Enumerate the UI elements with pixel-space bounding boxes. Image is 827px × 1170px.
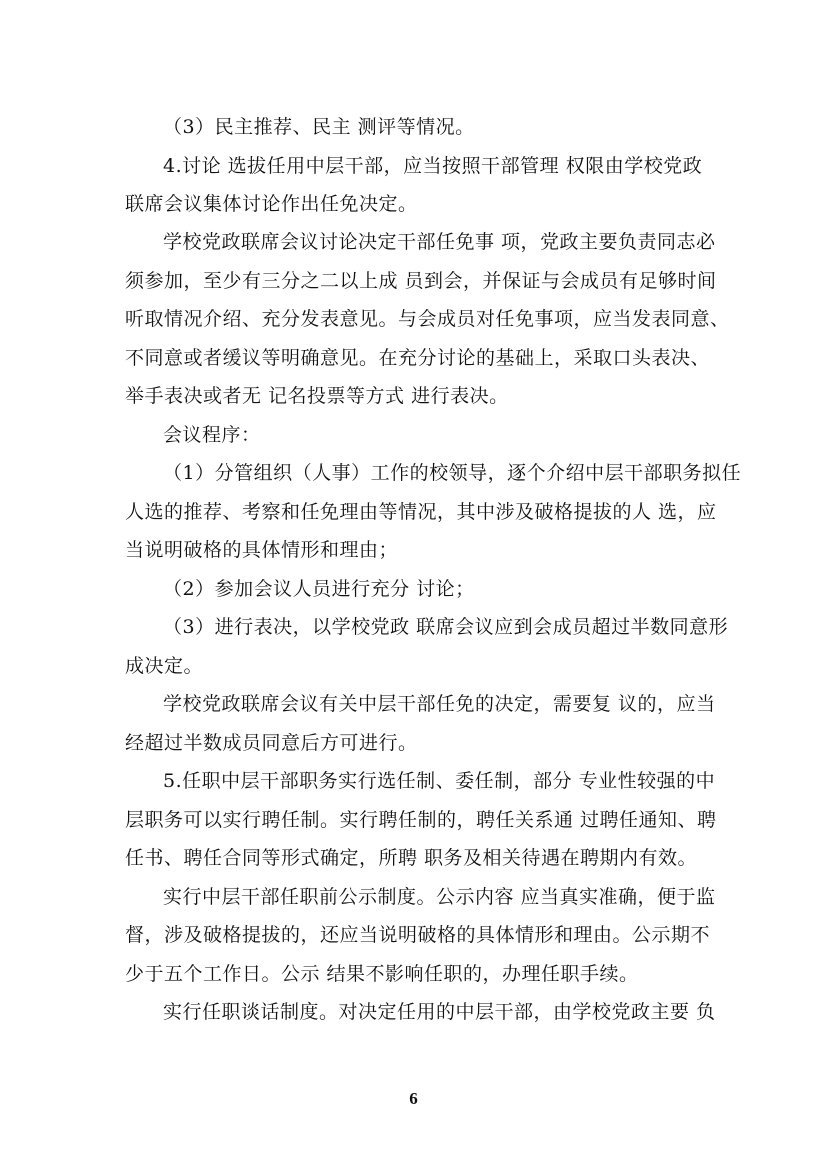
text-line: 经超过半数成员同意后方可进行。: [125, 732, 418, 754]
text-line: （3）民主推荐、民主 测评等情况。: [163, 116, 475, 138]
text-line: 人选的推荐、考察和任免理由等情况，其中涉及破格提拔的人 选，应: [125, 501, 717, 523]
text-line: 5.任职中层干部职务实行选任制、委任制，部分 专业性较强的中: [163, 770, 716, 792]
text-line: 学校党政联席会议有关中层干部任免的决定，需要复 议的，应当: [163, 693, 716, 715]
text-line: 督，涉及破格提拔的，还应当说明破格的具体情形和理由。公示期不: [125, 924, 711, 946]
text-line: 学校党政联席会议讨论决定干部任免事 项，党政主要负责同志必: [163, 231, 716, 253]
text-line: 任书、聘任合同等形式确定，所聘 职务及相关待遇在聘期内有效。: [125, 847, 698, 869]
text-line: （3）进行表决，以学校党政 联席会议应到会成员超过半数同意形: [163, 616, 729, 638]
text-line: 层职务可以实行聘任制。实行聘任制的，聘任关系通 过聘任通知、聘: [125, 809, 717, 831]
text-line: （1）分管组织（人事）工作的校领导，逐个介绍中层干部职务拟任: [163, 462, 742, 484]
text-line: 会议程序：: [163, 424, 261, 446]
text-line: 少于五个工作日。公示 结果不影响任职的，办理任职手续。: [125, 963, 639, 985]
text-line: 4.讨论 选拔任用中层干部，应当按照干部管理 权限由学校党政: [163, 155, 703, 177]
text-line: 当说明破格的具体情形和理由；: [125, 539, 399, 561]
text-line: 须参加，至少有三分之二以上成 员到会，并保证与会成员有足够时间: [125, 270, 717, 292]
text-line: 联席会议集体讨论作出任免决定。: [125, 193, 418, 215]
text-line: 实行任职谈话制度。对决定任用的中层干部，由学校党政主要 负: [163, 1001, 716, 1023]
text-line: （2）参加会议人员进行充分 讨论；: [163, 578, 475, 600]
text-line: 举手表决或者无 记名投票等方式 进行表决。: [125, 385, 509, 407]
text-line: 听取情况介绍、充分发表意见。与会成员对任免事项，应当发表同意、: [125, 308, 730, 330]
text-line: 实行中层干部任职前公示制度。公示内容 应当真实准确，便于监: [163, 886, 716, 908]
text-line: 成决定。: [125, 655, 204, 677]
page-number: 6: [409, 1089, 418, 1108]
text-line: 不同意或者缓议等明确意见。在充分讨论的基础上，采取口头表决、: [125, 347, 711, 369]
